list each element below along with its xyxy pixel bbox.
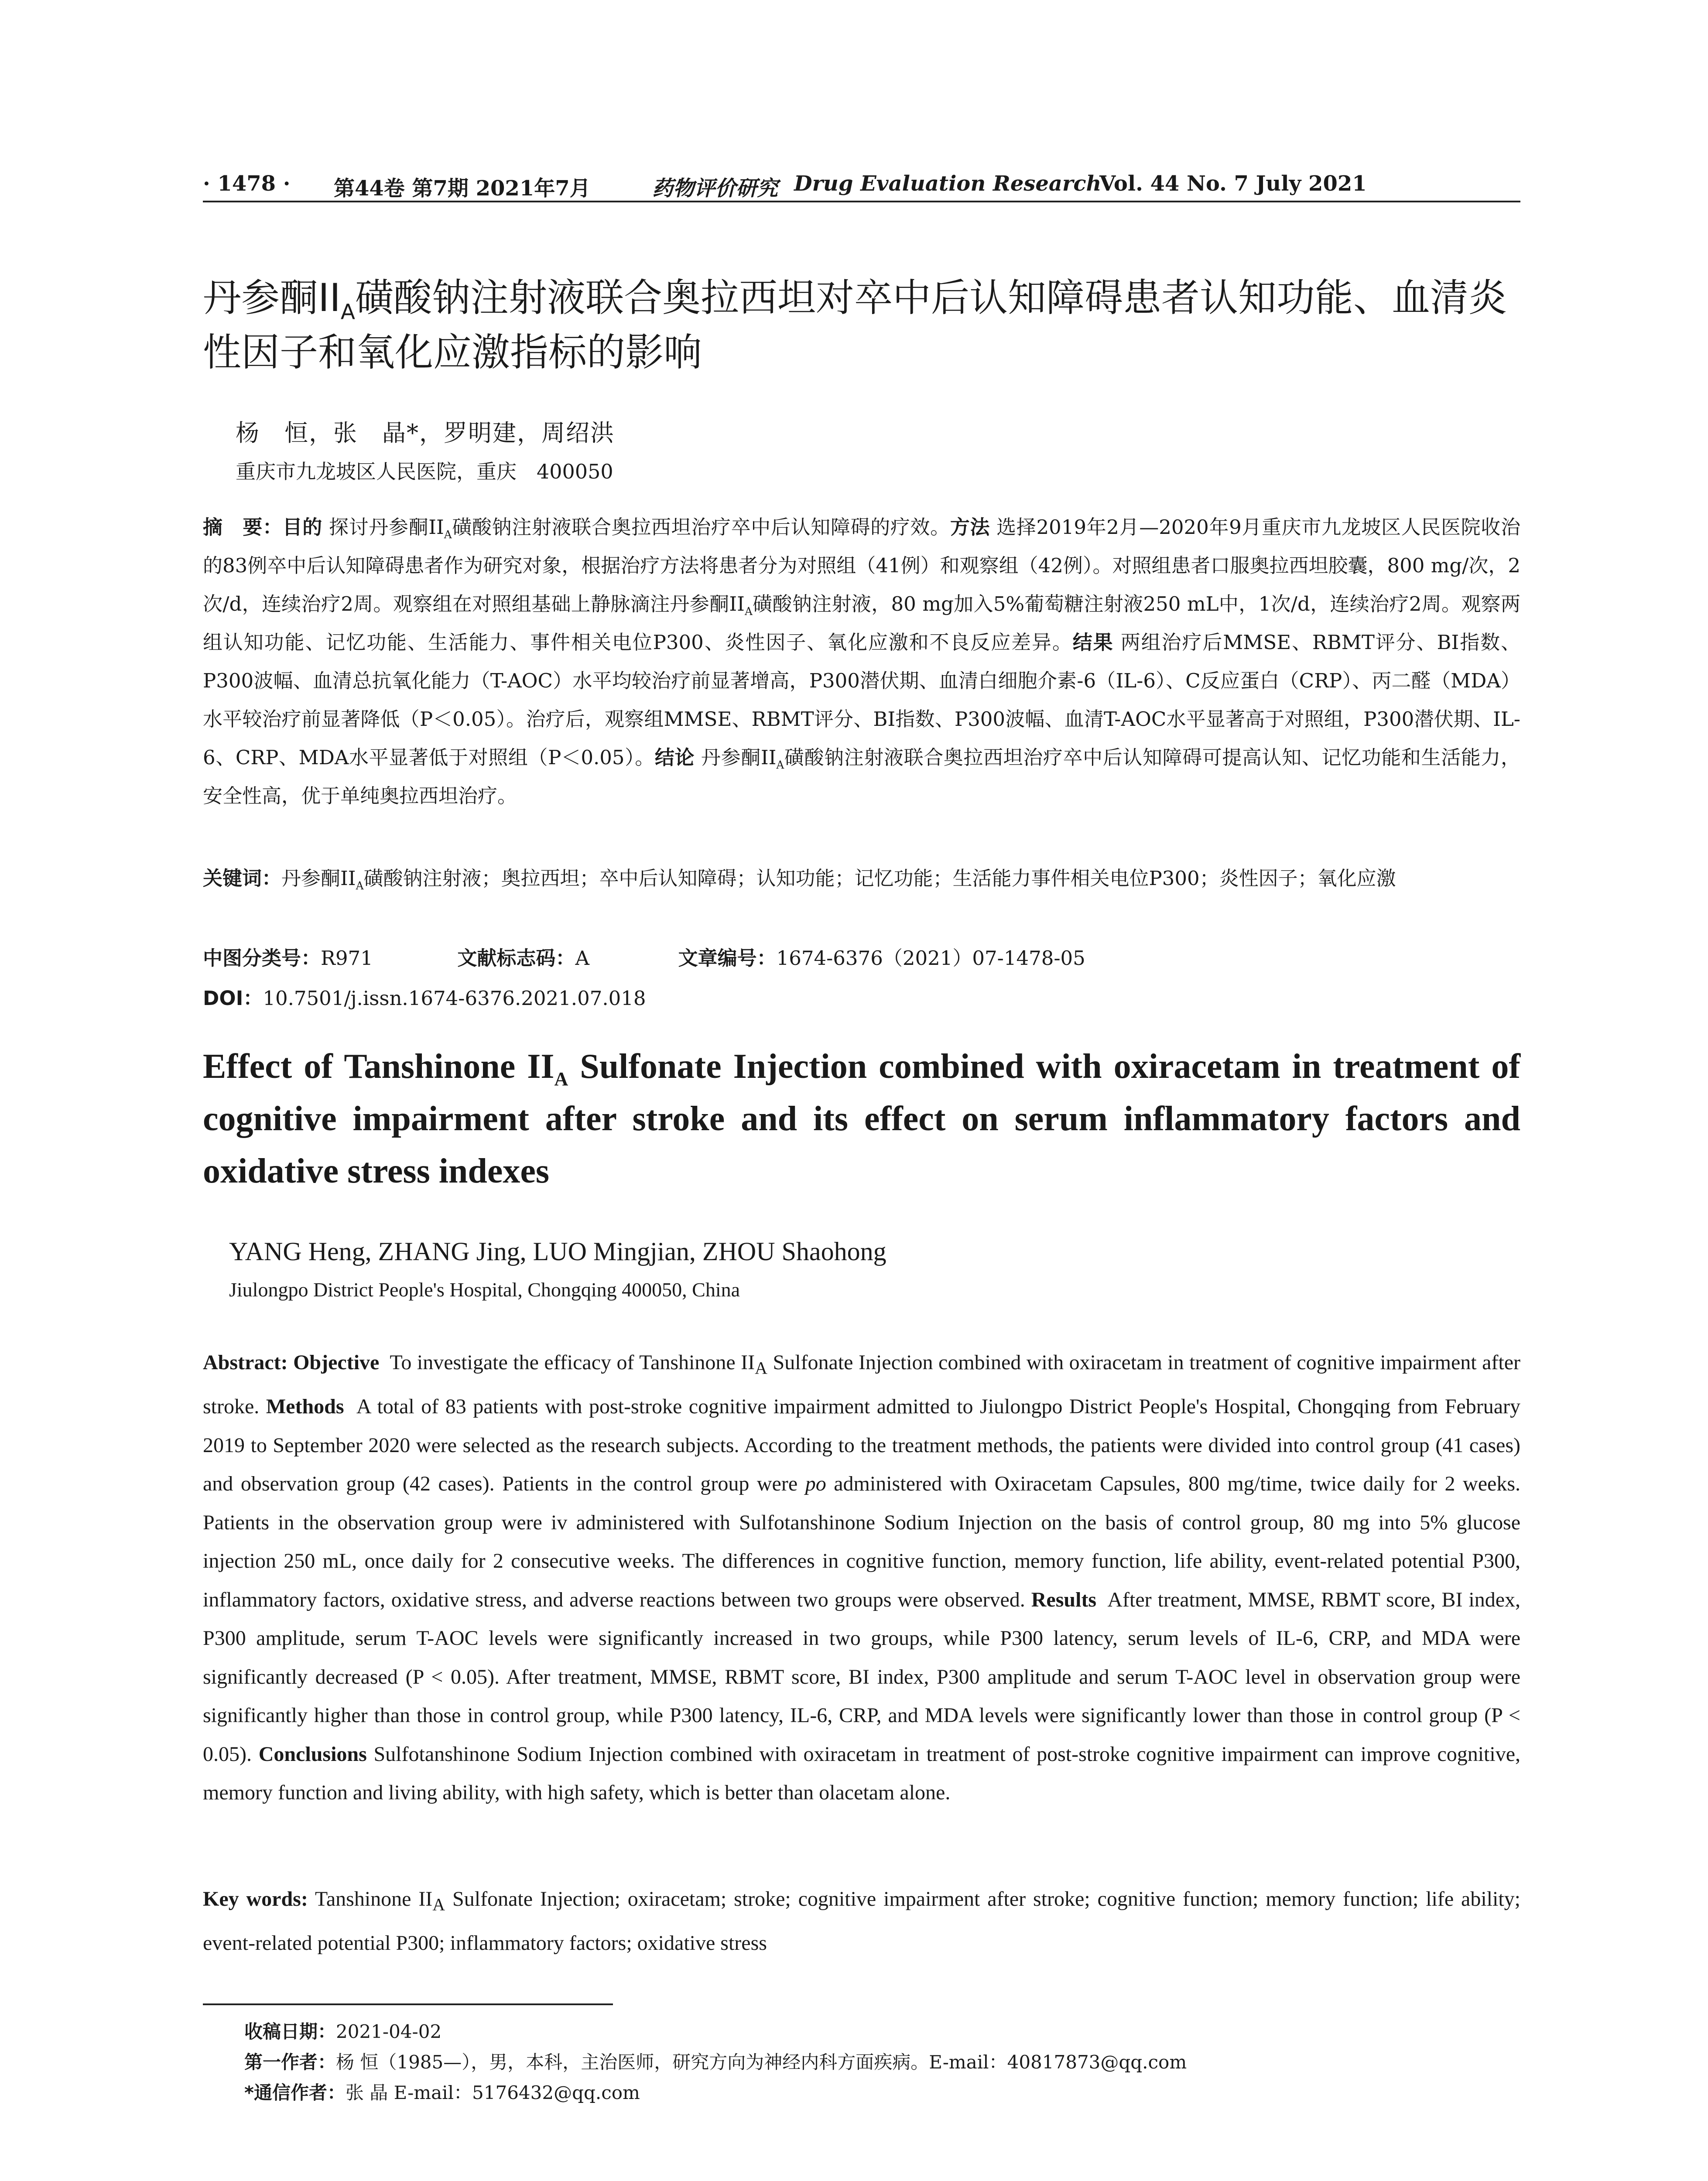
footnote-received: 收稿日期：2021-04-02: [244, 2021, 442, 2042]
abstract-label: 摘 要：: [203, 516, 283, 539]
footnote-corresponding: *通信作者：张 晶 E-mail：5176432@qq.com: [244, 2082, 640, 2103]
title-cn: 丹参酮$II_A$磺酸钠注射液联合奥拉西坦对卒中后认知障碍患者认知功能、血清炎性因子和氧化应激指标的影响: [203, 275, 1507, 375]
title-en: Effect of Tanshinone $II_A$ Sulfonate Injection combined with oxiracetam in treatment of cognitive impairment after stroke and its effect on serum inflammatory factors and oxidative stress indexes: [203, 1047, 1521, 1190]
keywords-en: Key words: Tanshinone $II_A$ Sulfonate Injection; oxiracetam; stroke; cognitive impairment after stroke; cognitive function; memory function; life ability; event-related potential P300; inflammatory factors; oxidative stress: [203, 1887, 1521, 1955]
authors-en: YANG Heng, ZHANG Jing, LUO Mingjian, ZHOU Shaohong: [229, 1237, 887, 1266]
doi-line: DOI：10.7501/j.issn.1674-6376.2021.07.018: [203, 987, 646, 1010]
results-label: 结果: [1072, 631, 1114, 654]
clc-value: R971: [321, 947, 373, 970]
header-issue-cn: 第44卷 第7期 2021年7月: [334, 176, 591, 201]
keywords-cn: 关键词：丹参酮$II_A$磺酸钠注射液；奥拉西坦；卒中后认知障碍；认知功能；记忆功能；生活能力事件相关电位P300；炎性因子；氧化应激: [203, 867, 1396, 892]
doc-code: A: [575, 947, 589, 970]
classification-line: 中图分类号：R971 文献标志码：A 文章编号：1674-6376（2021）07-1478-05: [203, 947, 1085, 970]
journal-logo: 药物评价研究: [652, 176, 778, 201]
footnote-first-author: 第一作者：杨 恒（1985—），男，本科，主治医师，研究方向为神经内科方面疾病。E-mail：40817873@qq.com: [244, 2051, 1187, 2073]
abstract-en: Abstract: Objective To investigate the efficacy of Tanshinone $II_A$ Sulfonate Injection combined with oxiracetam in treatment of cognitive impairment after stroke. Methods A total of 83 patients with post-stroke cognitive impairment admitted to Jiulongpo District People's Hospital, Chongqing from February 2019 to September 2020 were selected as the research subjects. According to the treatment methods, the patients were divided into control group (41 cases) and observation group (42 cases). Patients in the control group were po administered with Oxiracetam Capsules, 800 mg/time, twice daily for 2 weeks. Patients in the observation group were iv administered with Sulfotanshinone Sodium Injection on the basis of control group, 80 mg into 5% glucose injection 250 mL, once daily for 2 consecutive weeks. The differences in cognitive function, memory function, life ability, event-related potential P300, inflammatory factors, oxidative stress, and adverse reactions between two groups were observed. Results After treatment, MMSE, RBMT score, BI index, P300 amplitude, serum T-AOC levels were significantly increased in two groups, while P300 latency, serum levels of IL-6, CRP, and MDA were significantly decreased (P < 0.05). After treatment, MMSE, RBMT score, BI index, P300 amplitude and serum T-AOC level in observation group were significantly higher than those in control group, while P300 latency, IL-6, CRP, and MDA levels were significantly lower than those in control group (P < 0.05). Conclusions Sulfotanshinone Sodium Injection combined with oxiracetam in treatment of post-stroke cognitive impairment can improve cognitive, memory function and living ability, with high safety, which is better than olacetam alone.: [203, 1351, 1521, 1805]
authors-cn: 杨 恒，张 晶*，罗明建，周绍洪: [236, 419, 615, 447]
article-number: 1674-6376（2021）07-1478-05: [776, 947, 1085, 970]
page-number: · 1478 ·: [203, 171, 291, 196]
abstract-cn: 摘 要：目的 探讨丹参酮$II_A$磺酸钠注射液联合奥拉西坦治疗卒中后认知障碍的疗效。方法 选择2019年2月—2020年9月重庆市九龙坡区人民医院收治的83例卒中后认知障碍患者作为研究对象，根据治疗方法将患者分为对照组（41例）和观察组（42例）。对照组患者口服奥拉西坦胶囊，800 mg/次，2次/d，连续治疗2周。观察组在对照组基础上静脉滴注丹参酮$II_A$磺酸钠注射液，80 mg加入5%葡萄糖注射液250 mL中，1次/d，连续治疗2周。观察两组认知功能、记忆功能、生活能力、事件相关电位P300、炎性因子、氧化应激和不良反应差异。结果 两组治疗后MMSE、RBMT评分、BI指数、P300波幅、血清总抗氧化能力（T-AOC）水平均较治疗前显著增高，P300潜伏期、血清白细胞介素-6（IL-6）、C反应蛋白（CRP）、丙二醛（MDA）水平较治疗前显著降低（P＜0.05）。治疗后，观察组MMSE、RBMT评分、BI指数、P300波幅、血清T-AOC水平显著高于对照组，P300潜伏期、IL-6、CRP、MDA水平显著低于对照组（P＜0.05）。结论 丹参酮$II_A$磺酸钠注射液联合奥拉西坦治疗卒中后认知障碍可提高认知、记忆功能和生活能力，安全性高，优于单纯奥拉西坦治疗。: [203, 516, 1520, 807]
affiliation-cn: 重庆市九龙坡区人民医院，重庆 400050: [236, 460, 613, 483]
header-issue-en: Vol. 44 No. 7 July 2021: [1099, 171, 1367, 196]
methods-label: 方法: [950, 516, 990, 539]
objective-label: 目的: [282, 516, 322, 539]
affiliation-en: Jiulongpo District People's Hospital, Chongqing 400050, China: [229, 1279, 740, 1301]
doi-value: 10.7501/j.issn.1674-6376.2021.07.018: [263, 987, 646, 1010]
header-journal-en: Drug Evaluation Research: [794, 171, 1102, 196]
running-header: [203, 168, 1520, 202]
conclusion-label: 结论: [654, 746, 695, 769]
footnote-divider: [203, 2003, 613, 2005]
